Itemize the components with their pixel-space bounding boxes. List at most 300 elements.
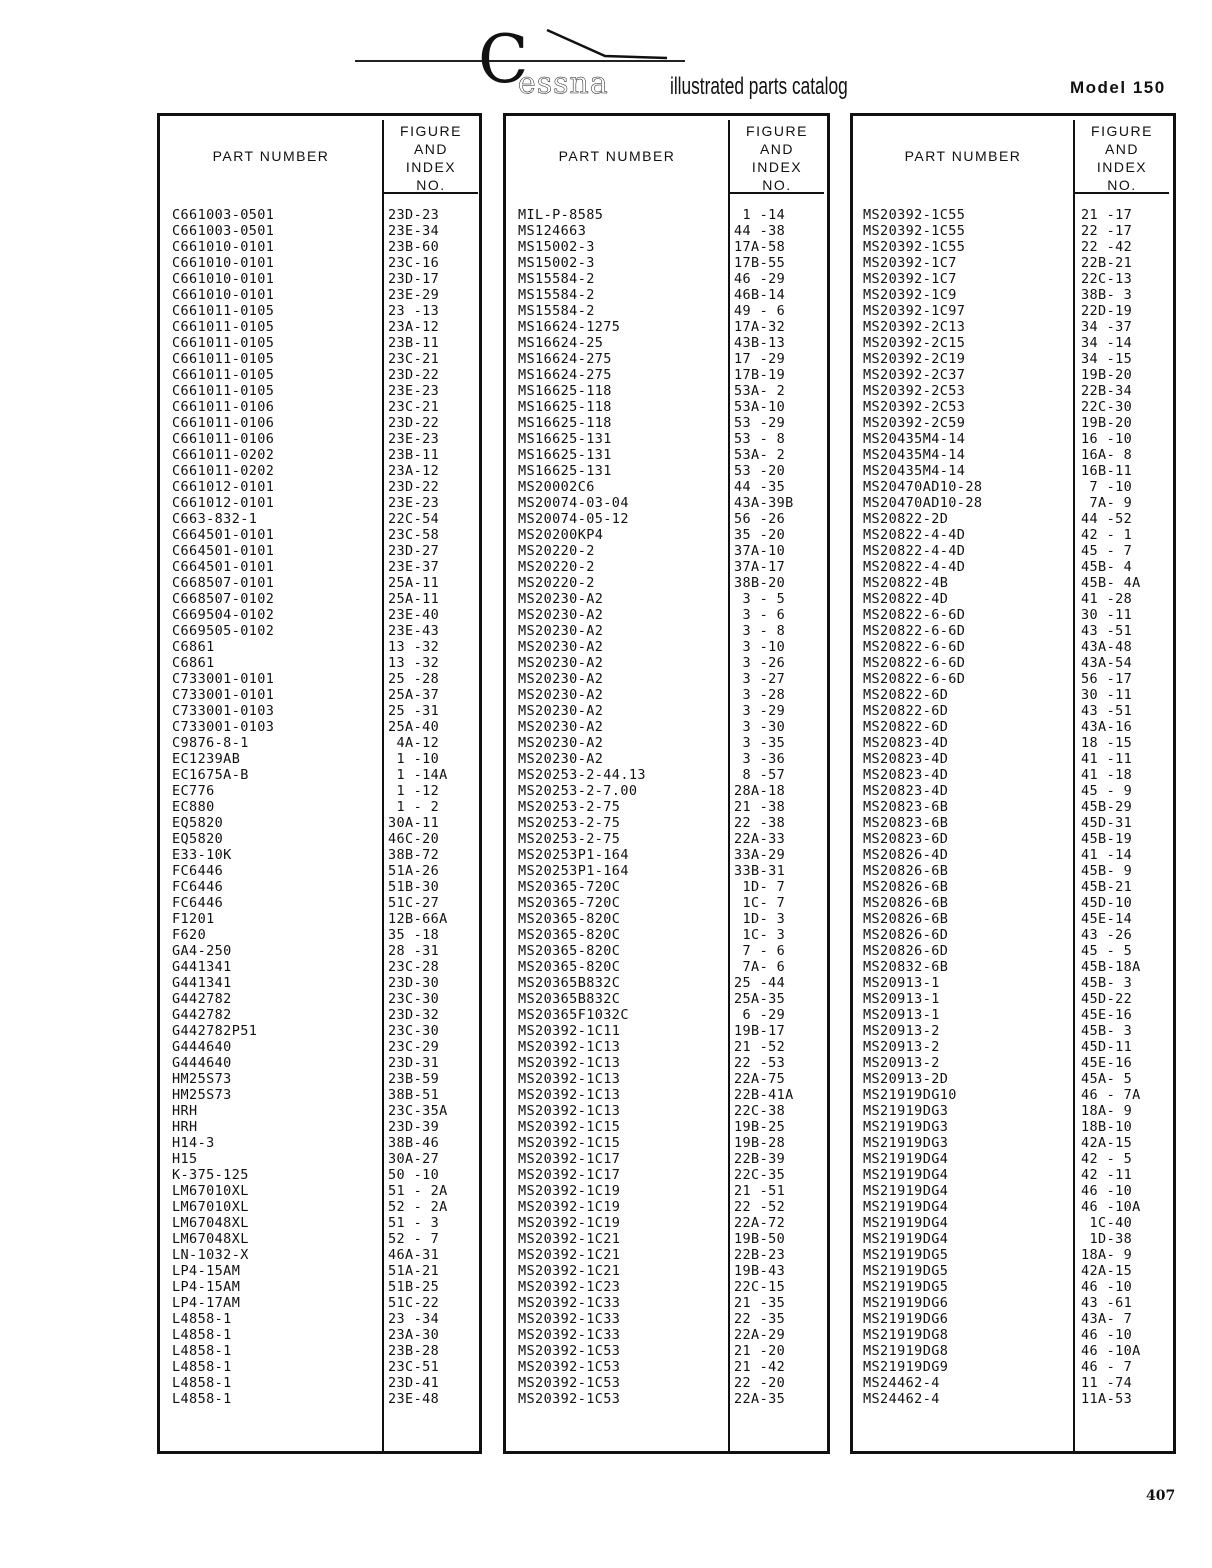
part-number: MS20392-1C53 (518, 1391, 621, 1407)
model-label: Model 150 (1070, 78, 1166, 97)
figure-index: 19B-50 (734, 1231, 786, 1247)
header-figure-line: INDEX (405, 159, 457, 175)
table-row (160, 1167, 479, 1183)
part-number: MS20826-6B (863, 863, 949, 879)
part-number: MS20253-2-44.13 (518, 767, 646, 783)
part-number: LN-1032-X (172, 1247, 249, 1263)
figure-index: 23C-29 (388, 1039, 440, 1055)
part-number: L4858-1 (172, 1343, 232, 1359)
part-number: C661003-0501 (172, 223, 275, 239)
figure-index: 1D- 7 (734, 879, 786, 895)
part-number: MS20392-1C13 (518, 1055, 621, 1071)
part-number: MS20253-2-75 (518, 815, 621, 831)
figure-index: 16A- 8 (1081, 447, 1133, 463)
table-row (853, 239, 1173, 255)
part-number: MS16625-118 (518, 383, 612, 399)
figure-index: 43A-39B (734, 495, 794, 511)
part-number: FC6446 (172, 879, 224, 895)
part-number: MS21919DG3 (863, 1119, 949, 1135)
figure-index: 23E-23 (388, 431, 440, 447)
figure-index: 23D-27 (388, 543, 440, 559)
figure-index: 34 -14 (1081, 335, 1133, 351)
figure-index: 45B- 3 (1081, 975, 1133, 991)
part-number: C661011-0202 (172, 463, 275, 479)
table-row (506, 1167, 827, 1183)
table-row (160, 1231, 479, 1247)
table-row (506, 1087, 827, 1103)
part-number: MS20435M4-14 (863, 447, 966, 463)
part-number: MS20823-6D (863, 831, 949, 847)
part-number: MS20822-4B (863, 575, 949, 591)
part-number: MS16625-131 (518, 447, 612, 463)
part-number: L4858-1 (172, 1391, 232, 1407)
figure-index: 42 -11 (1081, 1167, 1133, 1183)
table-row (160, 1103, 479, 1119)
figure-index: 42 - 1 (1081, 527, 1133, 543)
part-number: MS20230-A2 (518, 623, 604, 639)
table-row (160, 943, 479, 959)
part-number: F620 (172, 927, 207, 943)
figure-index: 33B-31 (734, 863, 786, 879)
part-number: MS20365-820C (518, 911, 621, 927)
table-row (506, 703, 827, 719)
figure-index: 43A-48 (1081, 639, 1133, 655)
table-row (160, 1343, 479, 1359)
part-number: C663-832-1 (172, 511, 258, 527)
figure-index: 23E-23 (388, 495, 440, 511)
figure-index: 51C-22 (388, 1295, 440, 1311)
header-figure-line: AND (413, 141, 449, 157)
part-number: C661010-0101 (172, 255, 275, 271)
part-number: MS20392-1C53 (518, 1375, 621, 1391)
table-row (853, 1071, 1173, 1087)
part-number: MS20435M4-14 (863, 463, 966, 479)
part-number: MS20392-2C37 (863, 367, 966, 383)
figure-index: 6 -29 (734, 1007, 786, 1023)
part-number: L4858-1 (172, 1327, 232, 1343)
figure-index: 13 -32 (388, 655, 440, 671)
part-number: C733001-0101 (172, 687, 275, 703)
table-row (506, 975, 827, 991)
table-row (853, 1199, 1173, 1215)
table-row (160, 223, 479, 239)
figure-index: 42A-15 (1081, 1263, 1133, 1279)
part-number: K-375-125 (172, 1167, 249, 1183)
table-row (160, 1023, 479, 1039)
part-number: EC1239AB (172, 751, 241, 767)
figure-index: 43A-16 (1081, 719, 1133, 735)
part-number: MS20913-1 (863, 1007, 940, 1023)
figure-index: 16 -10 (1081, 431, 1133, 447)
figure-index: 46 -10A (1081, 1343, 1141, 1359)
part-number: MS20253P1-164 (518, 863, 629, 879)
table-row (160, 991, 479, 1007)
figure-index: 22A-35 (734, 1391, 786, 1407)
part-number: MS20074-03-04 (518, 495, 629, 511)
table-row (506, 207, 827, 223)
part-number: MS24462-4 (863, 1391, 940, 1407)
figure-index: 22C-38 (734, 1103, 786, 1119)
part-number: MS20392-1C7 (863, 271, 957, 287)
part-number: MS20230-A2 (518, 719, 604, 735)
figure-index: 46 -10A (1081, 1199, 1141, 1215)
figure-index: 22 -53 (734, 1055, 786, 1071)
table-row (160, 1007, 479, 1023)
table-row (160, 511, 479, 527)
part-number: MS20823-6B (863, 815, 949, 831)
table-row (853, 703, 1173, 719)
table-row (853, 1039, 1173, 1055)
table-row (160, 799, 479, 815)
part-number: MS16624-275 (518, 351, 612, 367)
table-row (160, 399, 479, 415)
figure-index: 22A-72 (734, 1215, 786, 1231)
figure-index: 3 -28 (734, 687, 786, 703)
table-row (506, 383, 827, 399)
table-row (160, 1295, 479, 1311)
figure-index: 35 -20 (734, 527, 786, 543)
figure-index: 1 -10 (388, 751, 440, 767)
figure-index: 38B-46 (388, 1135, 440, 1151)
part-number: MS21919DG9 (863, 1359, 949, 1375)
table-row (506, 1311, 827, 1327)
part-number: C661012-0101 (172, 479, 275, 495)
table-row (506, 1151, 827, 1167)
table-row (853, 687, 1173, 703)
figure-index: 1 -12 (388, 783, 440, 799)
parts-table-3 (850, 113, 1176, 1454)
part-number: G442782 (172, 991, 232, 1007)
figure-index: 51C-27 (388, 895, 440, 911)
table-row (853, 399, 1173, 415)
figure-index: 3 -27 (734, 671, 786, 687)
part-number: C661011-0105 (172, 383, 275, 399)
figure-index: 3 -30 (734, 719, 786, 735)
part-number: C661010-0101 (172, 287, 275, 303)
part-number: MS20823-4D (863, 767, 949, 783)
table-row (853, 623, 1173, 639)
part-number: MS20392-1C33 (518, 1327, 621, 1343)
figure-index: 18B-10 (1081, 1119, 1133, 1135)
table-row (506, 1247, 827, 1263)
table-row (853, 1391, 1173, 1407)
header-figure-line: FIGURE (400, 123, 462, 139)
table-row (853, 1279, 1173, 1295)
figure-index: 7A- 6 (734, 959, 786, 975)
table-row (506, 751, 827, 767)
figure-index: 22B-34 (1081, 383, 1133, 399)
part-number: MS20365-820C (518, 927, 621, 943)
figure-index: 45B-21 (1081, 879, 1133, 895)
part-number: MS20002C6 (518, 479, 595, 495)
part-number: C661003-0501 (172, 207, 275, 223)
part-number: MS20392-1C55 (863, 239, 966, 255)
table-row (853, 255, 1173, 271)
figure-index: 23C-21 (388, 351, 440, 367)
table-row (506, 655, 827, 671)
header-part-number: PART NUMBER (904, 148, 1022, 164)
table-row (506, 367, 827, 383)
figure-index: 53A- 2 (734, 383, 786, 399)
table-row (160, 1279, 479, 1295)
table-row (506, 1135, 827, 1151)
figure-index: 41 -14 (1081, 847, 1133, 863)
part-number: LM67048XL (172, 1231, 249, 1247)
part-number: MS20822-4-4D (863, 559, 966, 575)
figure-index: 23B-60 (388, 239, 440, 255)
figure-index: 23D-39 (388, 1119, 440, 1135)
part-number: C661011-0105 (172, 335, 275, 351)
figure-index: 46 -10 (1081, 1183, 1133, 1199)
page-number: 407 (1146, 1488, 1176, 1504)
table-row (853, 415, 1173, 431)
figure-index: 21 -52 (734, 1039, 786, 1055)
part-number: EC776 (172, 783, 215, 799)
figure-index: 3 -36 (734, 751, 786, 767)
table-row (506, 511, 827, 527)
table-row (160, 879, 479, 895)
table-row (853, 1007, 1173, 1023)
figure-index: 22B-41A (734, 1087, 794, 1103)
part-number: HRH (172, 1119, 198, 1135)
figure-index: 45B-29 (1081, 799, 1133, 815)
part-number: MS20822-6-6D (863, 671, 966, 687)
table-row (160, 319, 479, 335)
table-row (853, 303, 1173, 319)
figure-index: 46 - 7 (1081, 1359, 1133, 1375)
table-row (506, 687, 827, 703)
figure-index: 12B-66A (388, 911, 448, 927)
table-row (160, 479, 479, 495)
header-figure-line: FIGURE (746, 123, 808, 139)
part-number: MS20822-6-6D (863, 607, 966, 623)
table-row (160, 239, 479, 255)
figure-index: 25A-37 (388, 687, 440, 703)
logo-wordmark: essna (518, 66, 609, 101)
table-row (506, 815, 827, 831)
table-row (506, 591, 827, 607)
table-row (160, 1087, 479, 1103)
figure-index: 22 -17 (1081, 223, 1133, 239)
figure-index: 46C-20 (388, 831, 440, 847)
header-figure-line: INDEX (751, 159, 803, 175)
figure-index: 11A-53 (1081, 1391, 1133, 1407)
figure-index: 45D-22 (1081, 991, 1133, 1007)
table-row (160, 1391, 479, 1407)
table-row (853, 959, 1173, 975)
part-number: MS20470AD10-28 (863, 479, 983, 495)
part-number: HM25S73 (172, 1071, 232, 1087)
part-number: LM67010XL (172, 1199, 249, 1215)
part-number: L4858-1 (172, 1359, 232, 1375)
figure-index: 41 -18 (1081, 767, 1133, 783)
table-row (160, 1215, 479, 1231)
part-number: MS20392-1C13 (518, 1039, 621, 1055)
part-number: MS21919DG8 (863, 1327, 949, 1343)
table-row (853, 543, 1173, 559)
figure-index: 45E-16 (1081, 1055, 1133, 1071)
figure-index: 23E-29 (388, 287, 440, 303)
table-row (160, 735, 479, 751)
part-number: MS21919DG4 (863, 1183, 949, 1199)
part-number: C6861 (172, 655, 215, 671)
table-row (506, 847, 827, 863)
figure-index: 21 -17 (1081, 207, 1133, 223)
table-row (853, 1375, 1173, 1391)
figure-index: 28 -31 (388, 943, 440, 959)
figure-index: 30A-11 (388, 815, 440, 831)
table-row (506, 671, 827, 687)
figure-index: 22C-54 (388, 511, 440, 527)
part-number: C668507-0101 (172, 575, 275, 591)
part-number: MS21919DG4 (863, 1215, 949, 1231)
figure-index: 45B- 3 (1081, 1023, 1133, 1039)
part-number: MS20392-1C55 (863, 207, 966, 223)
part-number: MS20392-1C19 (518, 1199, 621, 1215)
table-row (160, 271, 479, 287)
table-row (506, 575, 827, 591)
part-number: MS15584-2 (518, 303, 595, 319)
figure-index: 53 - 8 (734, 431, 786, 447)
table-row (506, 1279, 827, 1295)
header-part-number: PART NUMBER (558, 148, 676, 164)
figure-index: 37A-17 (734, 559, 786, 575)
part-number: EQ5820 (172, 831, 224, 847)
part-number: MS20822-6-6D (863, 655, 966, 671)
table-row (506, 239, 827, 255)
table-row (853, 527, 1173, 543)
part-number: F1201 (172, 911, 215, 927)
table-row (160, 1183, 479, 1199)
part-number: MS20392-1C55 (863, 223, 966, 239)
figure-index: 3 - 5 (734, 591, 786, 607)
part-number: MS20365-720C (518, 895, 621, 911)
figure-index: 22 -52 (734, 1199, 786, 1215)
part-number: MS21919DG6 (863, 1311, 949, 1327)
table-row (506, 639, 827, 655)
part-number: MS20826-6B (863, 911, 949, 927)
figure-index: 25A-35 (734, 991, 786, 1007)
part-number: MIL-P-8585 (518, 207, 604, 223)
figure-index: 3 -35 (734, 735, 786, 751)
part-number: LP4-15AM (172, 1263, 241, 1279)
part-number: C661011-0106 (172, 431, 275, 447)
part-number: MS20230-A2 (518, 751, 604, 767)
figure-index: 45A- 5 (1081, 1071, 1133, 1087)
figure-index: 22B-23 (734, 1247, 786, 1263)
table-row (160, 447, 479, 463)
figure-index: 23C-30 (388, 991, 440, 1007)
table-row (506, 415, 827, 431)
figure-index: 56 -17 (1081, 671, 1133, 687)
figure-index: 28A-18 (734, 783, 786, 799)
header-figure-line: AND (759, 141, 795, 157)
part-number: MS24462-4 (863, 1375, 940, 1391)
table-row (853, 607, 1173, 623)
figure-index: 22C-30 (1081, 399, 1133, 415)
part-number: MS21919DG8 (863, 1343, 949, 1359)
figure-index: 25A-11 (388, 591, 440, 607)
table-row (506, 735, 827, 751)
part-number: C661011-0202 (172, 447, 275, 463)
table-row (853, 799, 1173, 815)
table-row (853, 1151, 1173, 1167)
figure-index: 43 -51 (1081, 623, 1133, 639)
table-row (506, 335, 827, 351)
part-number: MS20470AD10-28 (863, 495, 983, 511)
part-number: MS20392-2C53 (863, 399, 966, 415)
figure-index: 30A-27 (388, 1151, 440, 1167)
table-row (506, 1007, 827, 1023)
figure-index: 23D-17 (388, 271, 440, 287)
table-row (853, 1103, 1173, 1119)
table-row (160, 751, 479, 767)
table-row (506, 287, 827, 303)
table-row (506, 223, 827, 239)
figure-index: 19B-20 (1081, 367, 1133, 383)
figure-index: 8 -57 (734, 767, 786, 783)
table-row (853, 1119, 1173, 1135)
table-row (853, 319, 1173, 335)
header-figure-line: AND (1104, 141, 1140, 157)
figure-index: 38B-20 (734, 575, 786, 591)
part-number: MS20230-A2 (518, 703, 604, 719)
figure-index: 23D-22 (388, 479, 440, 495)
figure-index: 45B-19 (1081, 831, 1133, 847)
part-number: MS20822-2D (863, 511, 949, 527)
part-number: MS20230-A2 (518, 639, 604, 655)
part-number: MS20392-1C17 (518, 1167, 621, 1183)
part-number: MS20832-6B (863, 959, 949, 975)
table-row (506, 623, 827, 639)
part-number: MS21919DG3 (863, 1103, 949, 1119)
table-row (506, 351, 827, 367)
table-row (506, 991, 827, 1007)
table-row (160, 287, 479, 303)
part-number: MS16624-275 (518, 367, 612, 383)
part-number: MS20913-2D (863, 1071, 949, 1087)
part-number: MS20392-1C19 (518, 1215, 621, 1231)
cessna-logo (478, 21, 658, 104)
table-row (506, 1343, 827, 1359)
table-row (506, 959, 827, 975)
figure-index: 30 -11 (1081, 607, 1133, 623)
table-row (853, 431, 1173, 447)
part-number: MS20826-6D (863, 927, 949, 943)
figure-index: 42A-15 (1081, 1135, 1133, 1151)
figure-index: 7A- 9 (1081, 495, 1133, 511)
figure-index: 22C-35 (734, 1167, 786, 1183)
part-number: FC6446 (172, 863, 224, 879)
figure-index: 19B-17 (734, 1023, 786, 1039)
part-number: H15 (172, 1151, 198, 1167)
table-row (506, 1327, 827, 1343)
part-number: G441341 (172, 959, 232, 975)
header-figure-line: NO. (1107, 177, 1137, 193)
part-number: MS20392-1C21 (518, 1231, 621, 1247)
part-number: C668507-0102 (172, 591, 275, 607)
table-row (160, 431, 479, 447)
figure-index: 46 -10 (1081, 1327, 1133, 1343)
figure-index: 43B-13 (734, 335, 786, 351)
table-row (853, 911, 1173, 927)
part-number: MS20822-6D (863, 703, 949, 719)
figure-index: 42 - 5 (1081, 1151, 1133, 1167)
part-number: MS15584-2 (518, 271, 595, 287)
table-row (160, 927, 479, 943)
table-row (853, 671, 1173, 687)
figure-index: 21 -42 (734, 1359, 786, 1375)
